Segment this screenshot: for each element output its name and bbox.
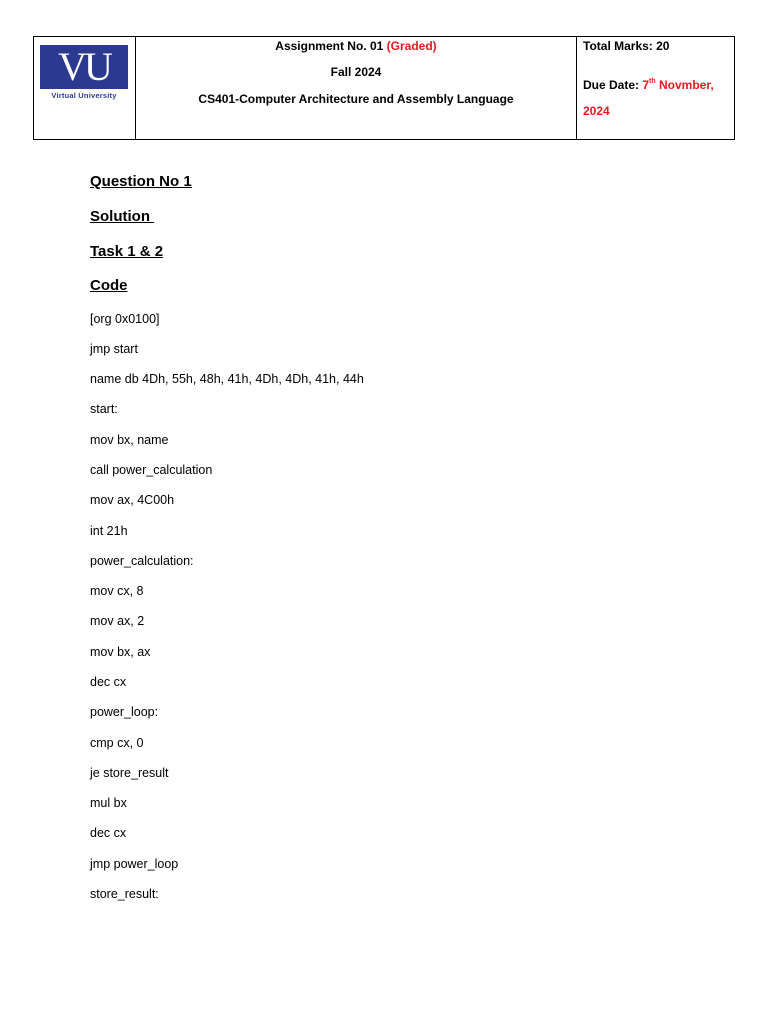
- vu-logo-caption: Virtual University: [51, 91, 117, 100]
- due-date: [583, 78, 714, 92]
- code-line: power_loop:: [90, 705, 159, 719]
- header-table: [33, 36, 735, 140]
- code-line: [org 0x0100]: [90, 312, 160, 326]
- vu-logo-letters: VU: [58, 45, 110, 89]
- code-line: mov bx, ax: [90, 645, 151, 659]
- due-day-suffix: th: [649, 78, 656, 85]
- logo-cell: [34, 37, 136, 139]
- code-heading: Code: [90, 277, 128, 294]
- code-line: mov bx, name: [90, 433, 169, 447]
- code-line: start:: [90, 402, 118, 416]
- task-heading: Task 1 & 2: [90, 243, 164, 260]
- due-date-value: [642, 78, 713, 92]
- total-marks: Total Marks: 20: [583, 39, 670, 53]
- graded-label: (Graded): [386, 39, 437, 53]
- code-line: mov ax, 4C00h: [90, 493, 175, 507]
- table-corner-mark: [33, 36, 40, 43]
- code-line: je store_result: [90, 766, 169, 780]
- question-heading: Question No 1: [90, 173, 192, 190]
- code-line: mov cx, 8: [90, 584, 144, 598]
- assignment-title: [136, 39, 576, 53]
- code-line: mov ax, 2: [90, 614, 145, 628]
- marks-cell: [577, 37, 734, 139]
- code-line: jmp power_loop: [90, 857, 179, 871]
- due-day: 7: [642, 78, 650, 92]
- course-title: CS401-Computer Architecture and Assembly Language: [198, 92, 514, 106]
- term-label: Fall 2024: [330, 65, 382, 79]
- due-year: 2024: [583, 104, 610, 118]
- code-line: cmp cx, 0: [90, 736, 144, 750]
- code-line: mul bx: [90, 796, 127, 810]
- code-line: dec cx: [90, 675, 127, 689]
- solution-heading: Solution: [90, 208, 155, 225]
- due-date-label: Due Date:: [583, 78, 640, 92]
- due-month: Novmber,: [659, 78, 714, 92]
- code-line: dec cx: [90, 826, 127, 840]
- code-line: jmp start: [90, 342, 138, 356]
- code-line: call power_calculation: [90, 463, 213, 477]
- code-line: name db 4Dh, 55h, 48h, 41h, 4Dh, 4Dh, 41h, 44h: [90, 372, 364, 386]
- vu-logo: [40, 45, 128, 105]
- vu-logo-mark: [40, 45, 128, 89]
- code-line: store_result:: [90, 887, 159, 901]
- code-line: power_calculation:: [90, 554, 194, 568]
- title-cell: [136, 37, 577, 139]
- code-line: int 21h: [90, 524, 128, 538]
- assignment-label: Assignment No. 01: [275, 39, 384, 53]
